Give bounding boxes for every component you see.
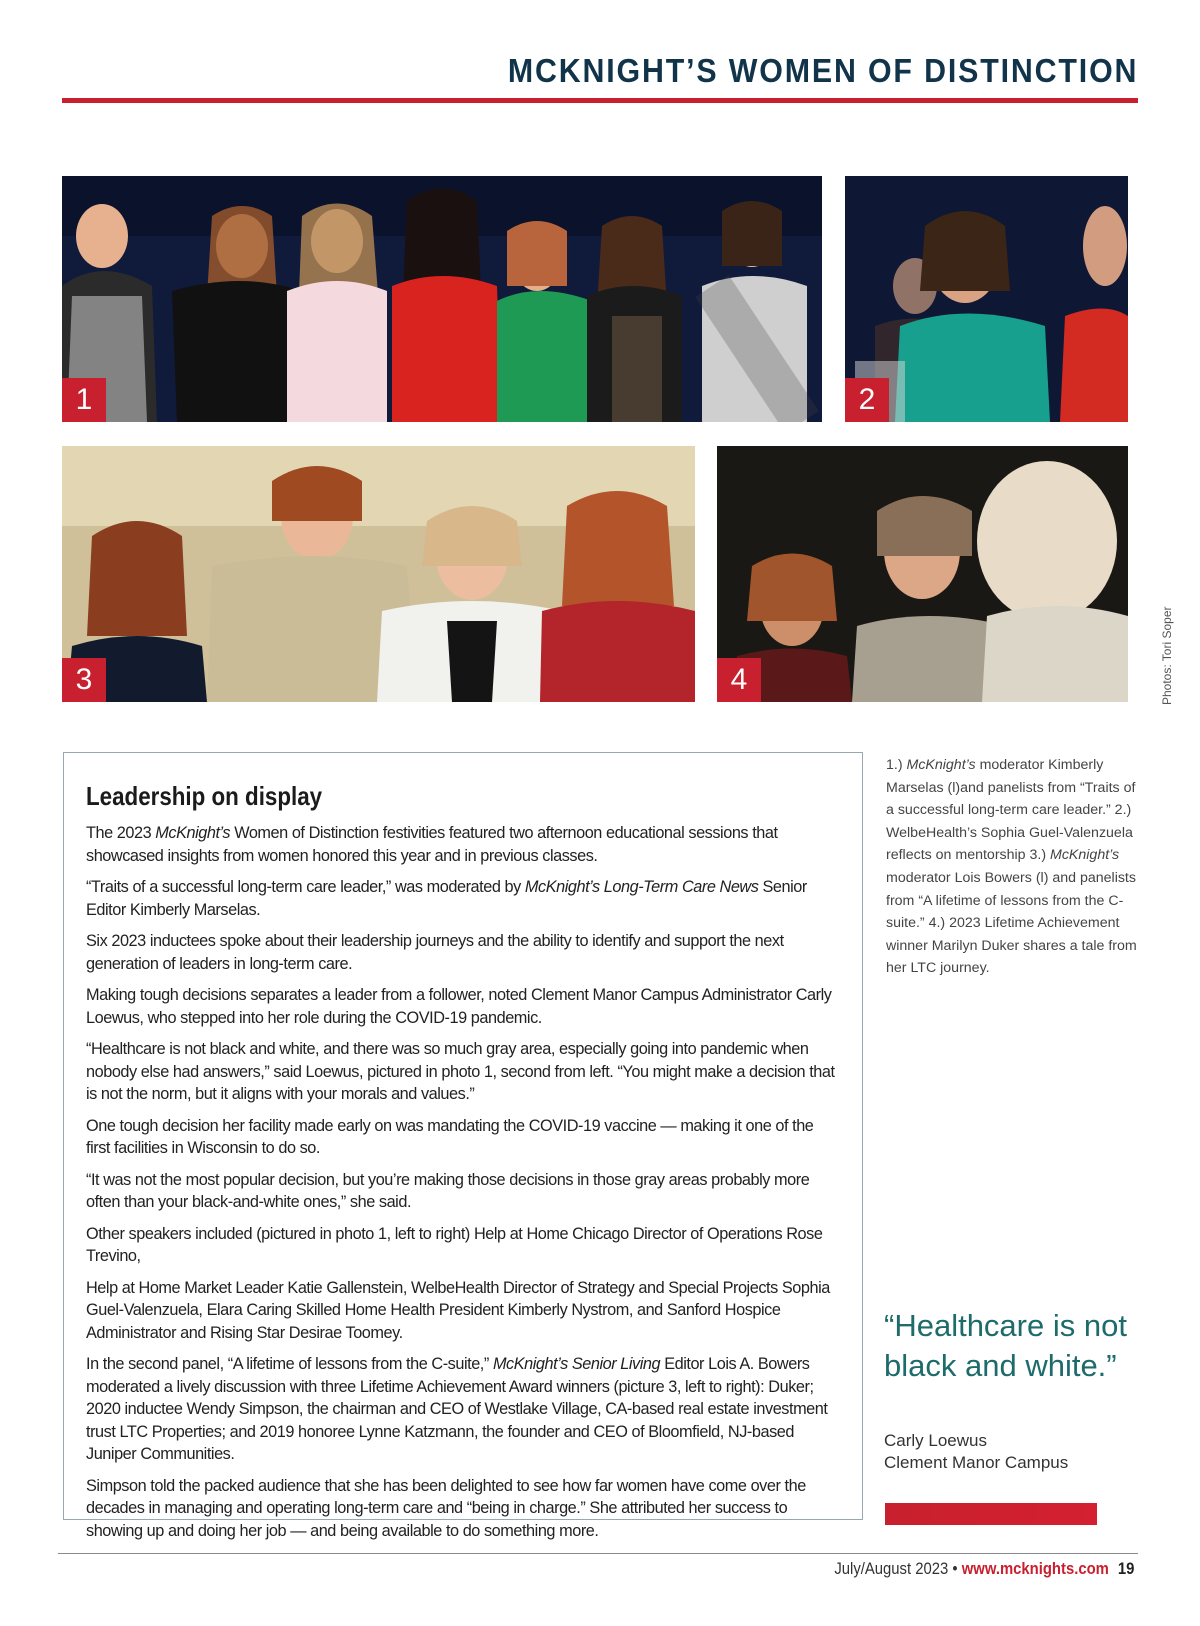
article-paragraph: Other speakers included (pictured in photo 1, left to right) Help at Home Chicago Director of Operations Rose Trevino, [86,1224,823,1265]
article-paragraph: “Healthcare is not black and white, and there was so much gray area, especially going into pandemic when nobody else had answers,” said Loewus, pictured in photo 1, second from left. “You might make a decision that is not the norm, but it aligns with your morals and values.” [86,1040,835,1103]
article-paragraph: In the second panel, “A lifetime of lessons from the C-suite,” McKnight’s Senior Living Editor Lois A. Bowers moderated a lively discussion with three Lifetime Achievement Award winners (picture 3, left to right): Duker; 2020 inductee Wendy Simpson, the chairman and CEO of Westlake Village, CA-based real estate investment trust LTC Properties; and 2019 honoree Lynne Katzmann, the founder and CEO of Bloomfield, NJ-based Juniper Communities. [86,1355,828,1463]
photo-credit: Photos: Tori Soper [1160,606,1174,705]
photo-4-image [717,446,1128,702]
article-paragraph: Making tough decisions separates a leader from a follower, noted Clement Manor Campus Administrator Carly Loewus, who stepped into her role during the COVID-19 pandemic. [86,986,832,1027]
article-paragraph: Help at Home Market Leader Katie Gallenstein, WelbeHealth Director of Strategy and Special Projects Sophia Guel-Valenzuela, Elara Caring Skilled Home Health President Kimberly Nystrom, and Sanford Hospice Administrator and Rising Star Desirae Toomey. [86,1278,830,1342]
photo-caption: 1.) McKnight’s moderator Kimberly Marselas (l)and panelists from “Traits of a successful long-term care leader.” 2.) WelbeHealth’s Sophia Guel-Valenzuela reflects on mentorship 3.) McKnight’s moderator Lois Bowers (l) and panelists from “A lifetime of lessons from the C-suite.” 4.) 2023 Lifetime Achievement winner Marilyn Duker shares a tale from her LTC journey. [886,757,1137,977]
page-number: 19 [1117,1560,1134,1578]
photo-2 [845,176,1128,422]
article-paragraph: “Traits of a successful long-term care leader,” was moderated by McKnight’s Long-Term Care News Senior Editor Kimberly Marselas. [86,878,807,919]
photo-1-image [62,176,822,422]
article-paragraph: One tough decision her facility made early on was mandating the COVID-19 vaccine — making it one of the first facilities in Wisconsin to do so. [86,1116,814,1157]
photo-1 [62,176,822,422]
page-footer [834,1560,1134,1579]
pull-quote-bar [885,1503,1097,1525]
website-link[interactable]: www.mcknights.com [961,1560,1109,1578]
header-rule [62,98,1138,103]
photo-3 [62,446,695,702]
page-header-title: MCKNIGHT’S WOMEN OF DISTINCTION [507,52,1138,89]
article-paragraph: Six 2023 inductees spoke about their leadership journeys and the ability to identify and support the next generation of leaders in long-term care. [86,932,784,973]
photo-2-number: 2 [845,378,889,422]
pull-quote: “Healthcare is not black and white.” [884,1308,1127,1383]
article-paragraph: Simpson told the packed audience that she has been delighted to see how far women have come over the decades in managing and operating long-term care and “being in charge.” She attributed her success to showing up and doing her job — and being available to do something more. [86,1476,806,1540]
pull-quote-attribution [884,1430,1068,1474]
photo-3-number: 3 [62,658,106,702]
issue-date: July/August 2023 • [833,1560,962,1578]
article-box [63,752,863,1540]
photo-4-number: 4 [717,658,761,702]
photo-4 [717,446,1128,702]
photo-3-image [62,446,695,702]
footer-rule [58,1553,1138,1554]
article-paragraph: The 2023 McKnight’s Women of Distinction festivities featured two afternoon educational sessions that showcased insights from women honored this year and in previous classes. [86,824,778,865]
article-title: Leadership on display [86,781,323,811]
pull-quote-name: Carly Loewus [884,1431,987,1450]
photo-1-number: 1 [62,378,106,422]
article-paragraph: “It was not the most popular decision, but you’re making those decisions in those gray areas probably more often than your black-and-white ones,” she said. [86,1170,810,1211]
pull-quote-org: Clement Manor Campus [884,1453,1069,1472]
